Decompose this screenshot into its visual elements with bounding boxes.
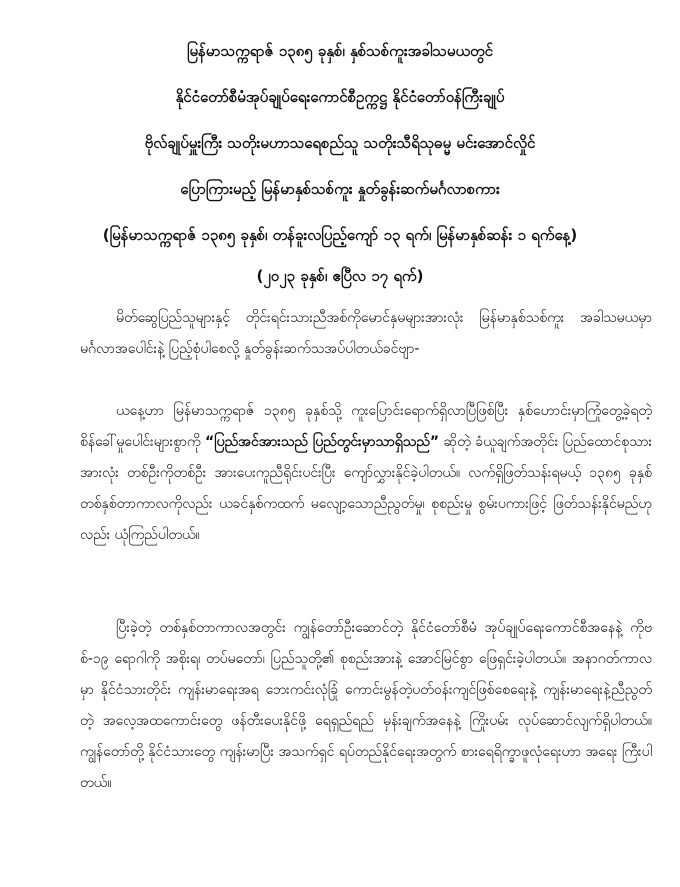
paragraph-2-text-before: ယနေ့ဟာ မြန်မာသက္ကရာဇ် ၁၃၈၅ ခုနှစ်သို့ ကူးပြောင်းရောက်ရှိလာပြီဖြစ်ပြီး နှစ်ဟောင်းမှာကြုံတွေ့ခဲ့ရတဲ့ စိန်ခေါ်မှုပေါင်းများစွာကို bbox=[80, 403, 652, 450]
heading-line-1: မြန်မာသက္ကရာဇ် ၁၃၈၅ ခုနှစ်၊ နှစ်သစ်ကူးအခါသမယတွင် bbox=[187, 42, 493, 60]
paragraph-2 bbox=[80, 396, 652, 551]
paragraph-2-text-after: ဆိုတဲ့ ခံယူချက်အတိုင်း ပြည်ထောင်စုသားအားလုံး တစ်ဦးကိုတစ်ဦး အားပေးကူညီရိုင်းပင်းပြီး ကျော်လွှားနိုင်ခဲ့ပါတယ်။ လက်ရှိဖြတ်သန်းရမယ့် ၁၃၈၅ ခုနှစ် တစ်နှစ်တာကာလကိုလည်း ယခင်နှစ်ကထက် မလျော့သောညီညွတ်မှု၊ စုစည်းမှု စွမ်းပကားဖြင့် ဖြတ်သန်းနိုင်မည်ဟုလည်း ယုံကြည်ပါတယ်။ bbox=[80, 434, 652, 543]
paragraph-1: မိတ်ဆွေပြည်သူများနှင့် တိုင်းရင်းသားညီအစ်ကိုမောင်နှမများအားလုံး မြန်မာနှစ်သစ်ကူး အခါသမယမှာ မင်္ဂလာအပေါင်းနဲ့ ပြည့်စုံပါစေလို့ နှုတ်ခွန်းဆက်သအပ်ပါတယ်ခင်ဗျာ- bbox=[80, 310, 652, 357]
paragraph-2-bold-quote: “ပြည်အင်အားသည် ပြည်တွင်းမှာသာရှိသည်” bbox=[205, 434, 440, 450]
heading-line-3: ဗိုလ်ချုပ်မှူးကြီး သတိုးမဟာသရေစည်သူ သတိုးသီရိသုဓမ္မ မင်းအောင်လှိုင် bbox=[144, 134, 536, 152]
heading-line-5: (မြန်မာသက္ကရာဇ် ၁၃၈၅ ခုနှစ်၊ တန်ခူးလပြည့်ကျော် ၁၃ ရက်၊ မြန်မာနှစ်ဆန်း ၁ ရက်နေ့) bbox=[102, 226, 578, 244]
paragraph-3: ပြီးခဲ့တဲ့ တစ်နှစ်တာကာလအတွင်း ကျွန်တော်ဦးဆောင်တဲ့ နိုင်ငံတော်စီမံ အုပ်ချုပ်ရေးကောင်စီအနေနဲ့ ကိုဗစ်-၁၉ ရောဂါကို အစိုးရ၊ တပ်မတော်၊ ပြည်သူတို့၏ စုစည်းအားနဲ့ အောင်မြင်စွာ ဖြေရှင်းခဲ့ပါတယ်။ အနာဂတ်ကာလမှာ နိုင်ငံသားတိုင်း ကျန်းမာရေးအရ ဘေးကင်းလုံခြုံ ကောင်းမွန်တဲ့ပတ်ဝန်းကျင်ဖြစ်စေရေးနဲ့ ကျန်းမာရေးနဲ့ညီညွတ်တဲ့ အလေ့အထကောင်းတွေ ဖန်တီးပေးနိုင်ဖို့ ရေရှည်ရည် မှန်းချက်အနေနဲ့ ကြိုးပမ်း လုပ်ဆောင်လျက်ရှိပါတယ်။ ကျွန်တော်တို့ နိုင်ငံသားတွေ ကျန်းမာပြီး အသက်ရှင် ရပ်တည်နိုင်ရေးအတွက် စားရေရိက္ခာဖူလုံရေးဟာ အရေး ကြီးပါတယ်။ bbox=[80, 620, 652, 791]
heading-date: (၂၀၂၃ ခုနှစ်၊ ဧပြီလ ၁၇ ရက်) bbox=[256, 267, 424, 285]
heading-line-2: နိုင်ငံတော်စီမံအုပ်ချုပ်ရေးကောင်စီဥက္ကဋ္ဌ နိုင်ငံတော်ဝန်ကြီးချုပ် bbox=[175, 88, 505, 106]
heading-line-4: ပြောကြားမည့် မြန်မာနှစ်သစ်ကူး နှုတ်ခွန်းဆက်မင်္ဂလာစကား bbox=[180, 180, 500, 198]
